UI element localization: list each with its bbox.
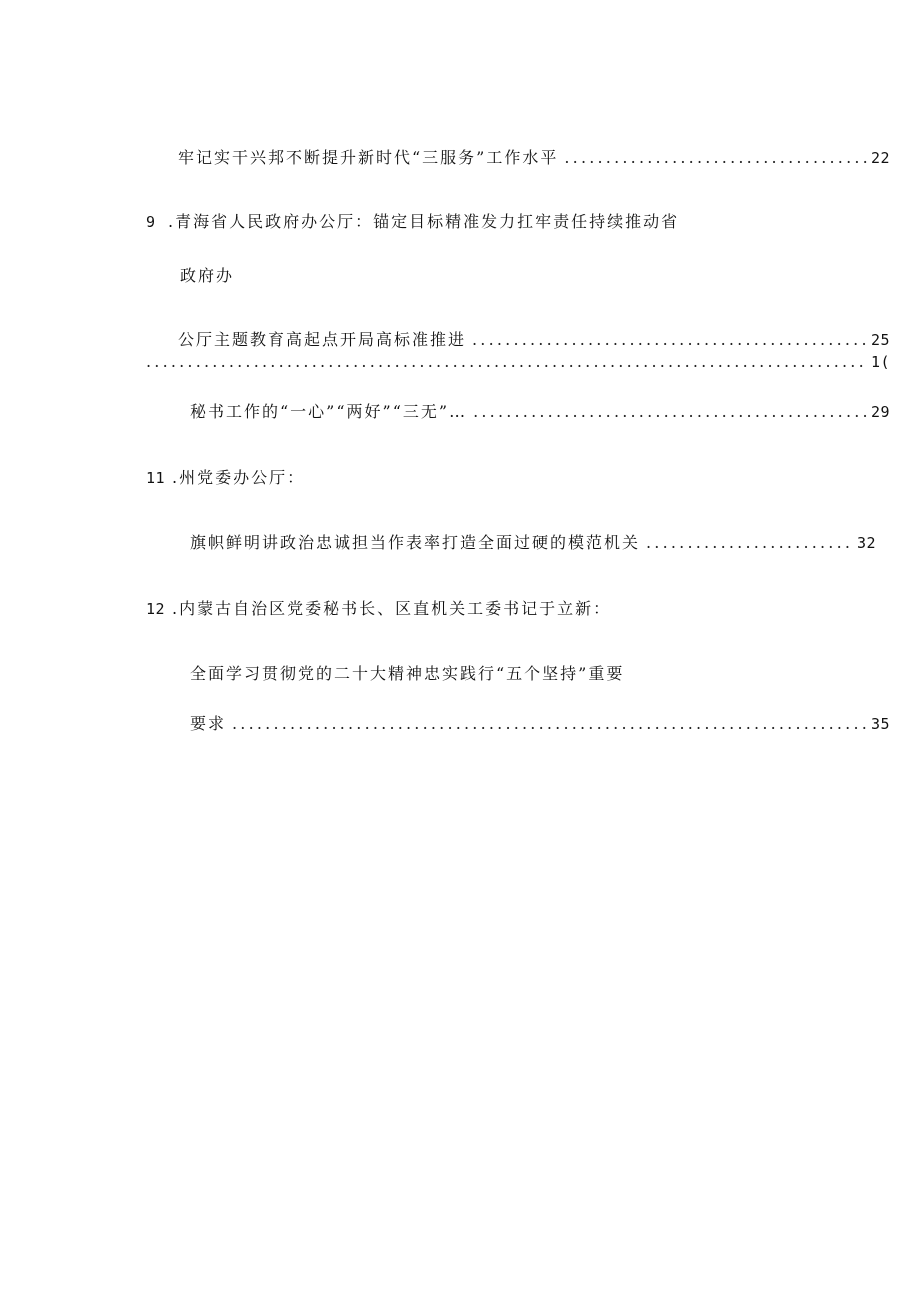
entry-title: .内蒙古自治区党委秘书长、区直机关工委书记于立新： (172, 599, 612, 618)
entry-number: 11 (146, 469, 166, 487)
dot-leader (646, 531, 853, 555)
entry-number: 12 (146, 600, 166, 618)
toc-entry-10-line (190, 400, 890, 424)
toc-entry-9-heading (146, 210, 679, 234)
toc-entry-9-line2: 政府办 (180, 266, 235, 285)
dot-leader (232, 712, 867, 736)
page-number: 32 (856, 534, 876, 552)
page-number: 35 (870, 715, 890, 733)
toc-entry-12-line2: 全面学习贯彻党的二十大精神忠实践行“五个坚持”重要 (190, 664, 625, 683)
toc-entry-12-line3 (190, 712, 890, 736)
dot-leader (472, 328, 867, 352)
page-number: 25 (870, 331, 890, 349)
toc-entry-text: 公厅主题教育高起点开局高标准推进 (178, 330, 467, 349)
entry-title: .州党委办公厅： (172, 468, 306, 487)
toc-entry-12-heading (146, 597, 611, 621)
dot-leader (564, 146, 867, 170)
page-number: 29 (870, 403, 890, 421)
entry-number: 9 (146, 213, 156, 231)
toc-entry-text: 要求 (190, 714, 227, 733)
page-number: 22 (870, 149, 890, 167)
entry-title: .青海省人民政府办公厅：锚定目标精准发力扛牢责任持续推动省 (168, 212, 680, 231)
dot-leader (146, 350, 867, 374)
toc-entry-text: 旗帜鲜明讲政治忠诚担当作表率打造全面过硬的模范机关 (190, 533, 641, 552)
toc-entry-11-line (190, 531, 876, 555)
toc-entry-text: 秘书工作的“一心”“两好”“三无”… (190, 402, 468, 421)
toc-entry-11-heading (146, 466, 305, 490)
page-number: 1( (870, 353, 890, 371)
toc-entry-8-line (178, 146, 890, 170)
toc-entry-text: 牢记实干兴邦不断提升新时代“三服务”工作水平 (178, 148, 559, 167)
toc-entry-9-line3 (178, 328, 890, 352)
toc-entry-10-row (146, 350, 890, 374)
dot-leader (473, 400, 867, 424)
